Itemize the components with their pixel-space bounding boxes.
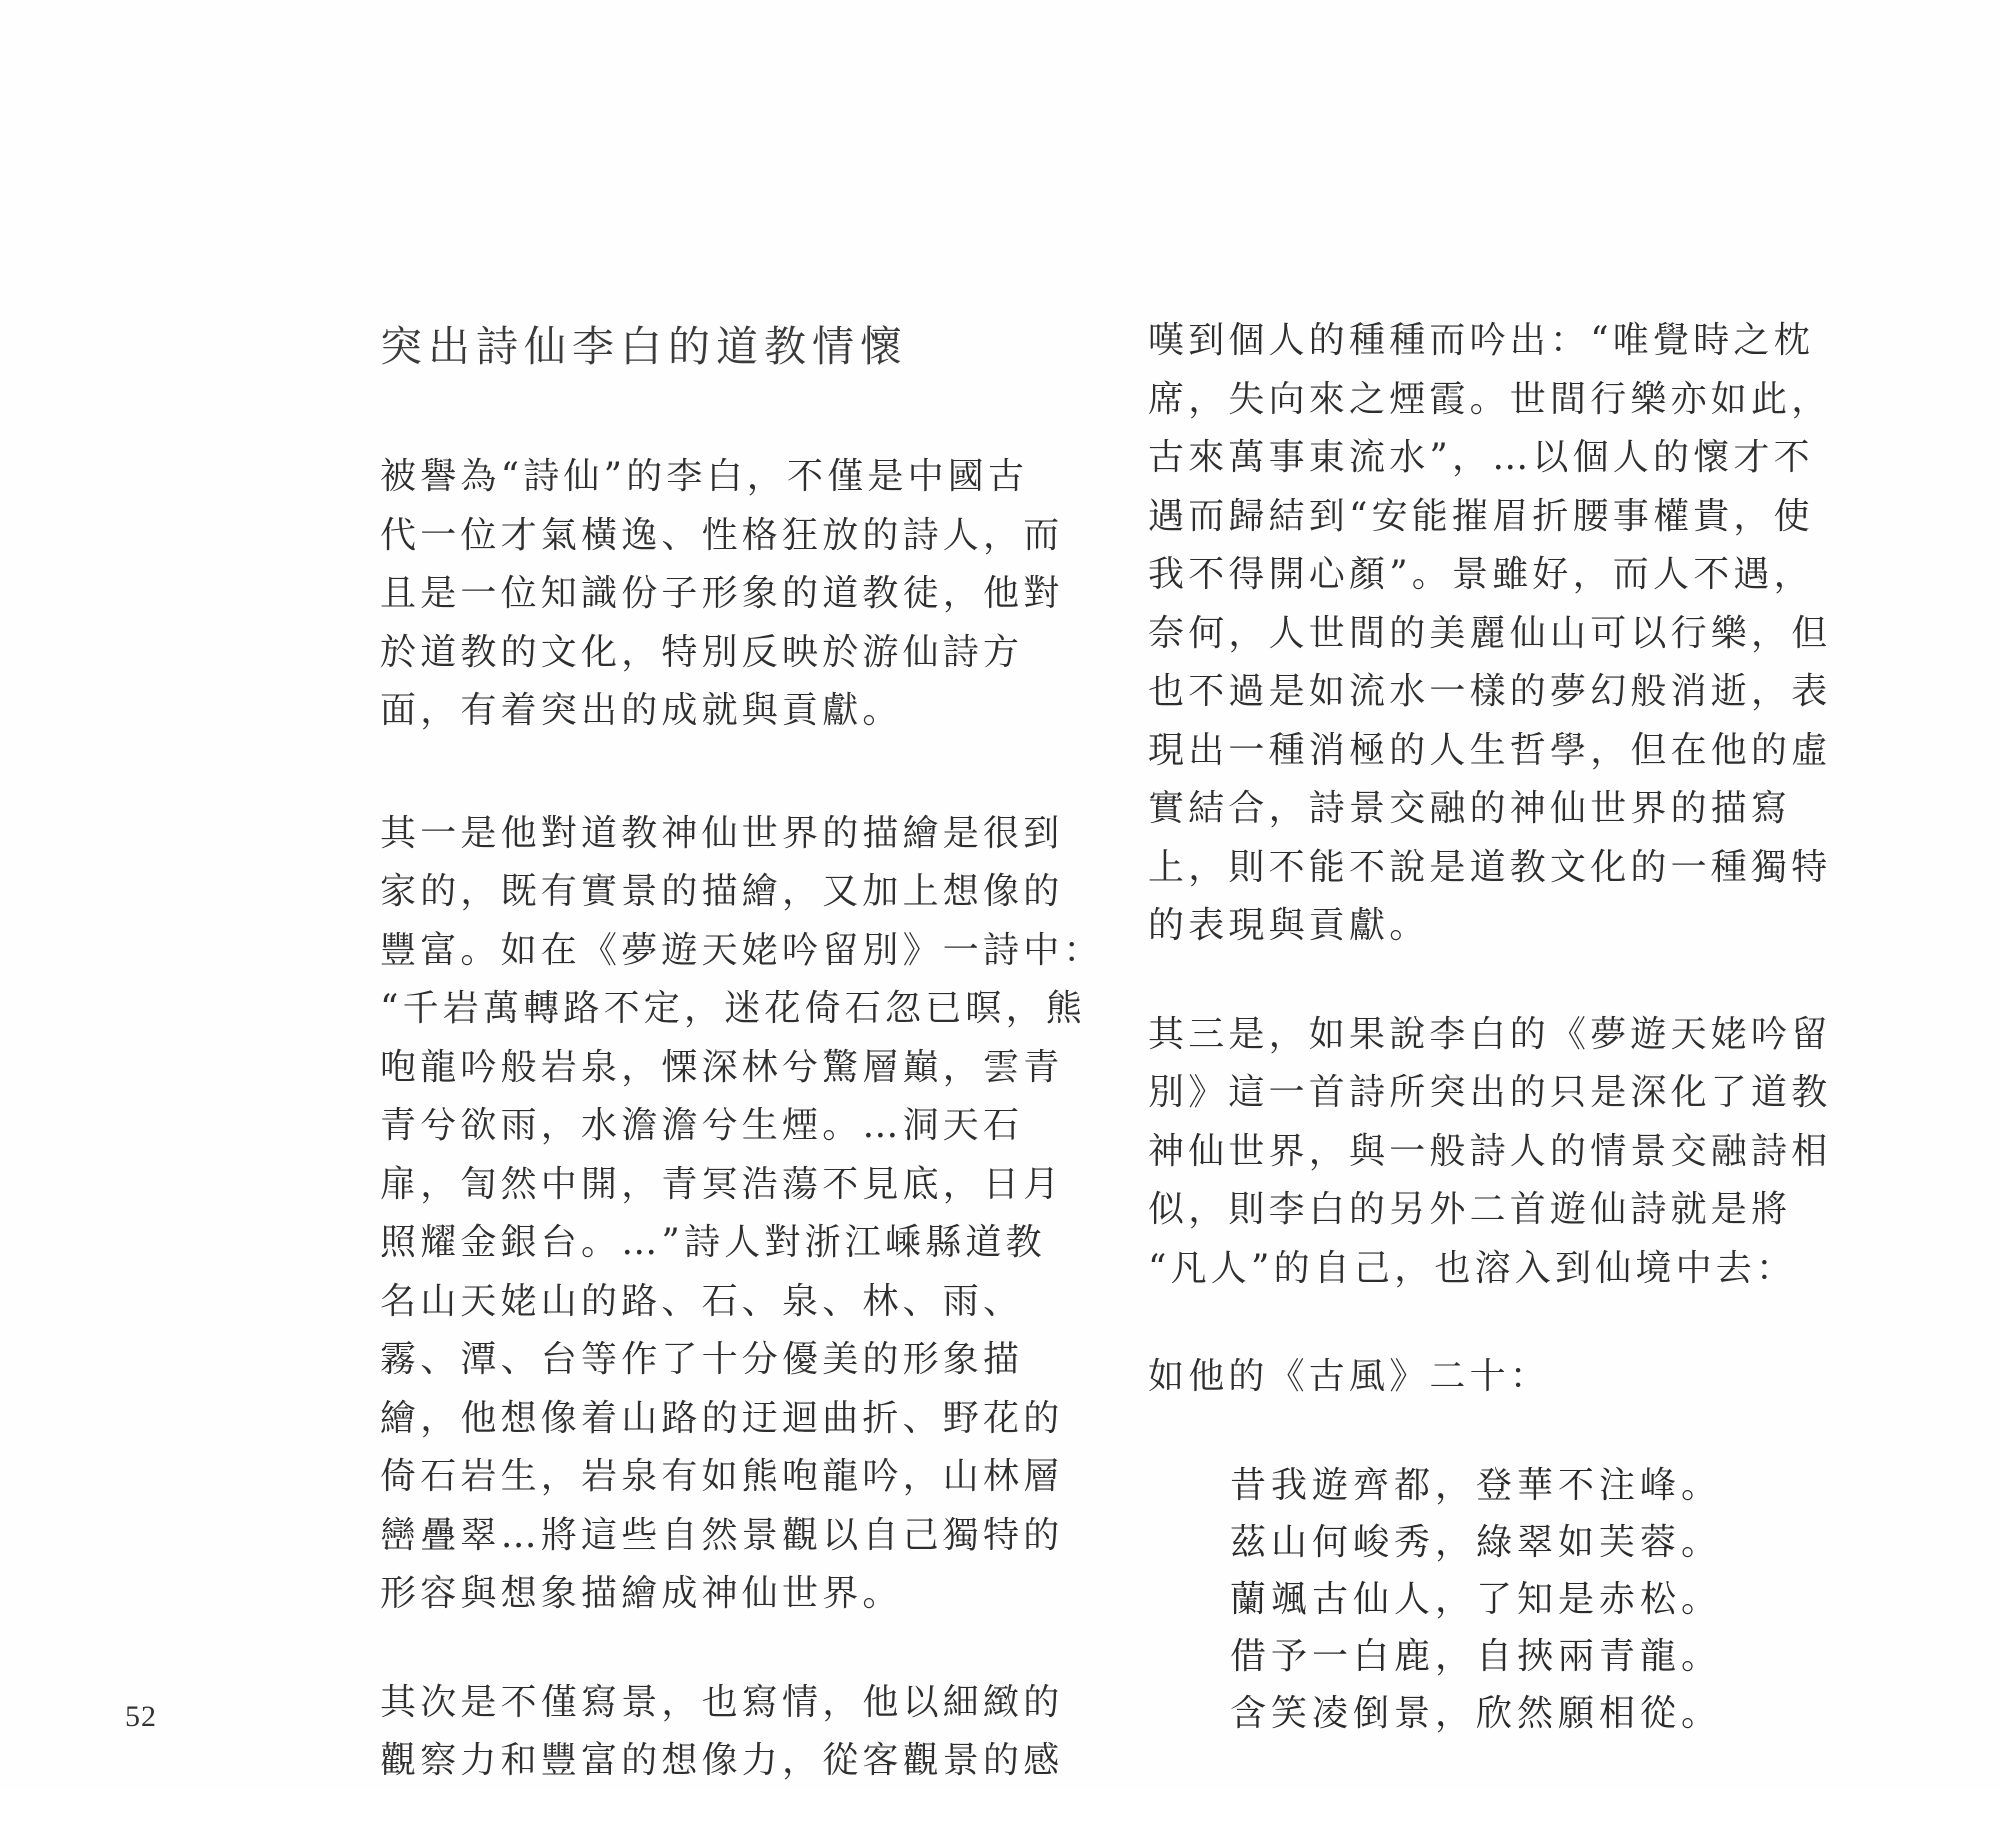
text-line: 巒疊翠…將這些自然景觀以自己獨特的 bbox=[380, 1514, 1064, 1556]
text-line: 家的，既有實景的描繪，又加上想像的 bbox=[380, 871, 1064, 912]
right-column bbox=[1148, 312, 1838, 1742]
text-line: 名山天姥山的路、石、泉、林、雨、 bbox=[380, 1280, 1024, 1322]
text-line: 咆龍吟般岩泉，慄深林兮驚層巔，雲青 bbox=[380, 1046, 1064, 1088]
poem-line: 蘭颯古仙人，了知是赤松。 bbox=[1230, 1578, 1723, 1620]
page-number: 52 bbox=[125, 1700, 157, 1733]
text-line: 的表現與貢獻。 bbox=[1148, 905, 1430, 946]
paragraph-first-point bbox=[380, 805, 1104, 1624]
text-line: 青兮欲雨，水澹澹兮生煙。…洞天石 bbox=[380, 1105, 1024, 1146]
text-line: 觀察力和豐富的想像力，從客觀景的感 bbox=[380, 1740, 1064, 1781]
poem-gufeng-20 bbox=[1230, 1457, 1838, 1742]
poem-line: 借予一白鹿，自挾兩青龍。 bbox=[1230, 1635, 1723, 1677]
paragraph-poem-intro bbox=[1148, 1348, 1838, 1407]
poem-line: 昔我遊齊都，登華不注峰。 bbox=[1230, 1464, 1723, 1506]
text-line: 繪，他想像着山路的迂迴曲折、野花的 bbox=[380, 1397, 1064, 1439]
text-line: 如他的《古風》二十： bbox=[1148, 1356, 1551, 1397]
text-line: 其次是不僅寫景，也寫情，他以細緻的 bbox=[380, 1681, 1064, 1723]
text-line: 倚石岩生，岩泉有如熊咆龍吟，山林層 bbox=[380, 1456, 1064, 1497]
text-line: 我不得開心顏”。景雖好，而人不遇， bbox=[1148, 554, 1814, 595]
text-line: 現出一種消極的人生哲學，但在他的虛 bbox=[1148, 729, 1832, 771]
text-line: 別》這一首詩所突出的只是深化了道教 bbox=[1148, 1072, 1832, 1113]
section-heading: 突出詩仙李白的道教情懷 bbox=[380, 322, 909, 371]
paragraph-continued bbox=[1148, 312, 1838, 956]
text-line: 照耀金銀台。…”詩人對浙江嵊縣道教 bbox=[380, 1222, 1046, 1263]
text-line: 席，失向來之煙霞。世間行樂亦如此， bbox=[1148, 378, 1832, 420]
text-line: 被譽為“詩仙”的李白，不僅是中國古 bbox=[380, 456, 1029, 497]
text-line: 奈何，人世間的美麗仙山可以行樂，但 bbox=[1148, 612, 1832, 654]
text-line: 嘆到個人的種種而吟出：“唯覺時之枕 bbox=[1148, 320, 1814, 361]
text-line: 神仙世界，與一般詩人的情景交融詩相 bbox=[1148, 1130, 1832, 1172]
poem-line: 茲山何峻秀，綠翠如芙蓉。 bbox=[1230, 1521, 1723, 1563]
paragraph-intro bbox=[380, 448, 1070, 741]
text-line: 霧、潭、台等作了十分優美的形象描 bbox=[380, 1339, 1024, 1380]
text-line: “凡人”的自己，也溶入到仙境中去： bbox=[1148, 1247, 1797, 1289]
text-line: 面，有着突出的成就與貢獻。 bbox=[380, 690, 903, 731]
text-line: 遇而歸結到“安能摧眉折腰事權貴，使 bbox=[1148, 495, 1814, 537]
text-line: 於道教的文化，特別反映於游仙詩方 bbox=[380, 631, 1024, 673]
text-line: 上，則不能不說是道教文化的一種獨特 bbox=[1148, 846, 1832, 888]
text-line: 實結合，詩景交融的神仙世界的描寫 bbox=[1148, 788, 1792, 829]
text-line: 其三是，如果說李白的《夢遊天姥吟留 bbox=[1148, 1013, 1832, 1055]
left-column bbox=[380, 312, 1104, 1841]
text-line: 扉，訇然中開，青冥浩蕩不見底，日月 bbox=[380, 1163, 1064, 1205]
text-line: 代一位才氣橫逸、性格狂放的詩人，而 bbox=[380, 514, 1064, 556]
paragraph-second-point bbox=[380, 1674, 1070, 1791]
paragraph-third-point bbox=[1148, 1006, 1838, 1299]
text-line: 豐富。如在《夢遊天姥吟留別》一詩中： bbox=[380, 929, 1104, 971]
text-line: “千岩萬轉路不定，迷花倚石忽已暝，熊 bbox=[380, 988, 1087, 1029]
text-line: 其一是他對道教神仙世界的描繪是很到 bbox=[380, 812, 1064, 854]
text-line: 也不過是如流水一樣的夢幻般消逝，表 bbox=[1148, 671, 1832, 712]
poem-line: 含笑凌倒景，欣然願相從。 bbox=[1230, 1692, 1723, 1734]
text-line: 似，則李白的另外二首遊仙詩就是將 bbox=[1148, 1189, 1792, 1230]
text-line: 形容與想象描繪成神仙世界。 bbox=[380, 1573, 903, 1614]
text-line: 古來萬事東流水”，…以個人的懷才不 bbox=[1148, 437, 1814, 478]
text-line: 且是一位知識份子形象的道教徒，他對 bbox=[380, 573, 1064, 614]
